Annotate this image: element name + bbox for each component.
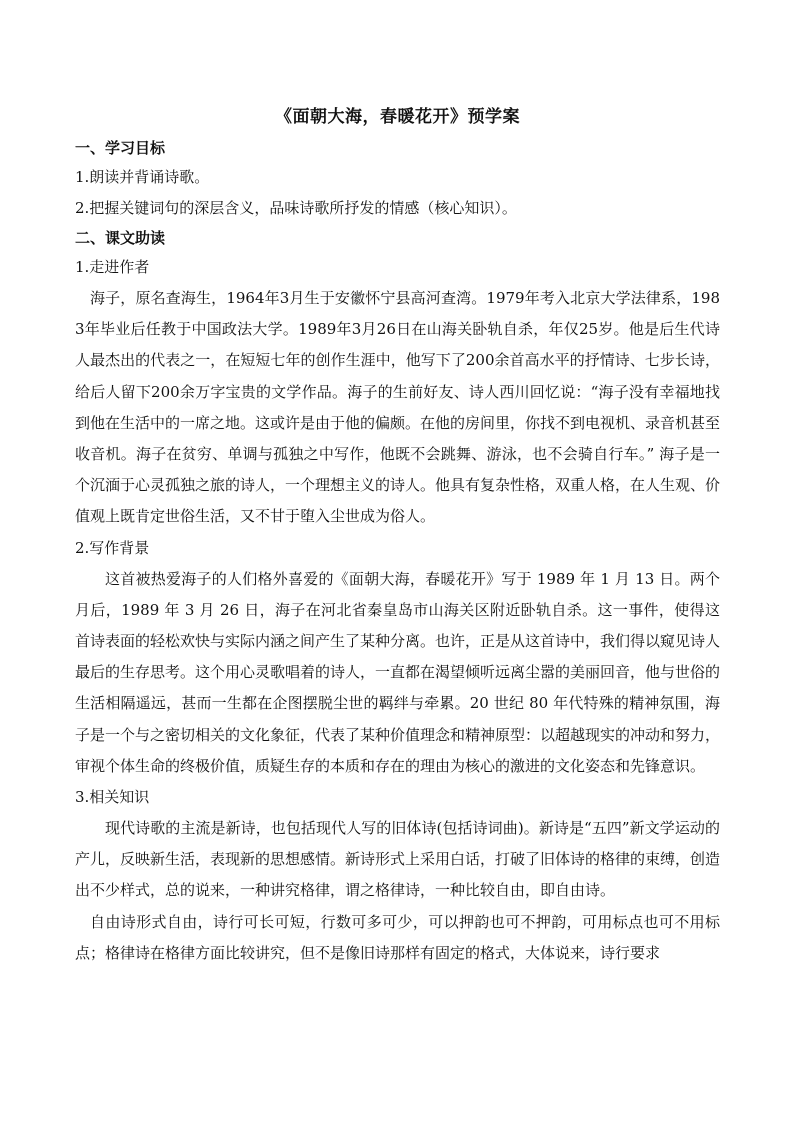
goal-item: 2.把握关键词句的深层含义，品味诗歌所抒发的情感（核心知识）。: [75, 199, 517, 217]
author-paragraph: 海子，原名查海生，1964年3月生于安徽怀宁县高河查湾。1979年考入北京大学法律系，1983年毕业后任教于中国政法大学。1989年3月26日在山海关卧轨自杀，年仅25岁。他是后生代诗人最杰出的代表之一，在短短七年的创作生涯中，他写下了200余首高水平的抒情诗、七步长诗，给后人留下200余万字宝贵的文学作品。海子的生前好友、诗人西川回忆说：“海子没有幸福地找到他在生活中的一席之地。这或许是由于他的偏颇。在他的房间里，你找不到电视机、录音机甚至收音机。海子在贫穷、单调与孤独之中写作，他既不会跳舞、游泳，也不会骑自行车。” 海子是一个沉湎于心灵孤独之旅的诗人，一个理想主义的诗人。他具有复杂性格，双重人格，在人生观、价值观上既肯定世俗生活，又不甘于堕入尘世成为俗人。: [75, 289, 721, 526]
section-reading-aid: [75, 224, 720, 969]
section-goals: [75, 134, 720, 224]
subsection-author: [75, 252, 720, 533]
subsection-knowledge: [75, 782, 720, 969]
subsection-heading-knowledge: 3.相关知识: [75, 788, 150, 807]
document-page: [75, 104, 720, 969]
background-paragraph: 这首被热爱海子的人们格外喜爱的《面朝大海，春暖花开》写于 1989 年 1 月 13 日。两个月后，1989 年 3 月 26 日，海子在河北省秦皇岛市山海关区附近卧轨自杀。这一事件，使得这首诗表面的轻松欢快与实际内涵之间产生了某种分离。也许，正是从这首诗中，我们得以窥见诗人最后的生存思考。这个用心灵歌唱着的诗人，一直都在渴望倾听远离尘嚣的美丽回音，他与世俗的生活相隔遥远，甚而一生都在企图摆脱尘世的羁绊与牵累。20 世纪 80 年代特殊的精神氛围，海子是一个与之密切相关的文化象征，代表了某种价值理念和精神原型：以超越现实的冲动和努力，审视个体生命的终极价值，质疑生存的本质和存在的理由为核心的激进的文化姿态和先锋意识。: [75, 569, 721, 775]
knowledge-paragraph: 现代诗歌的主流是新诗，也包括现代人写的旧体诗(包括诗词曲)。新诗是“五四”新文学运动的产儿，反映新生活，表现新的思想感情。新诗形式上采用白话，打破了旧体诗的格律的束缚，创造出不少样式，总的说来，一种讲究格律，谓之格律诗，一种比较自由，即自由诗。: [75, 819, 721, 900]
document-title: 《面朝大海，春暖花开》预学案: [275, 107, 520, 127]
section-heading-reading-aid: 二、课文助读: [75, 229, 166, 247]
section-heading-goals: 一、学习目标: [75, 139, 166, 157]
subsection-heading-background: 2.写作背景: [75, 538, 150, 557]
subsection-heading-author: 1.走进作者: [75, 258, 150, 276]
knowledge-paragraph: 自由诗形式自由，诗行可长可短，行数可多可少，可以押韵也可不押韵，可用标点也可不用标点；格律诗在格律方面比较讲究，但不是像旧诗那样有固定的格式，大体说来，诗行要求: [75, 912, 720, 962]
subsection-background: [75, 533, 720, 782]
goal-item: 1.朗读并背诵诗歌。: [75, 168, 210, 186]
